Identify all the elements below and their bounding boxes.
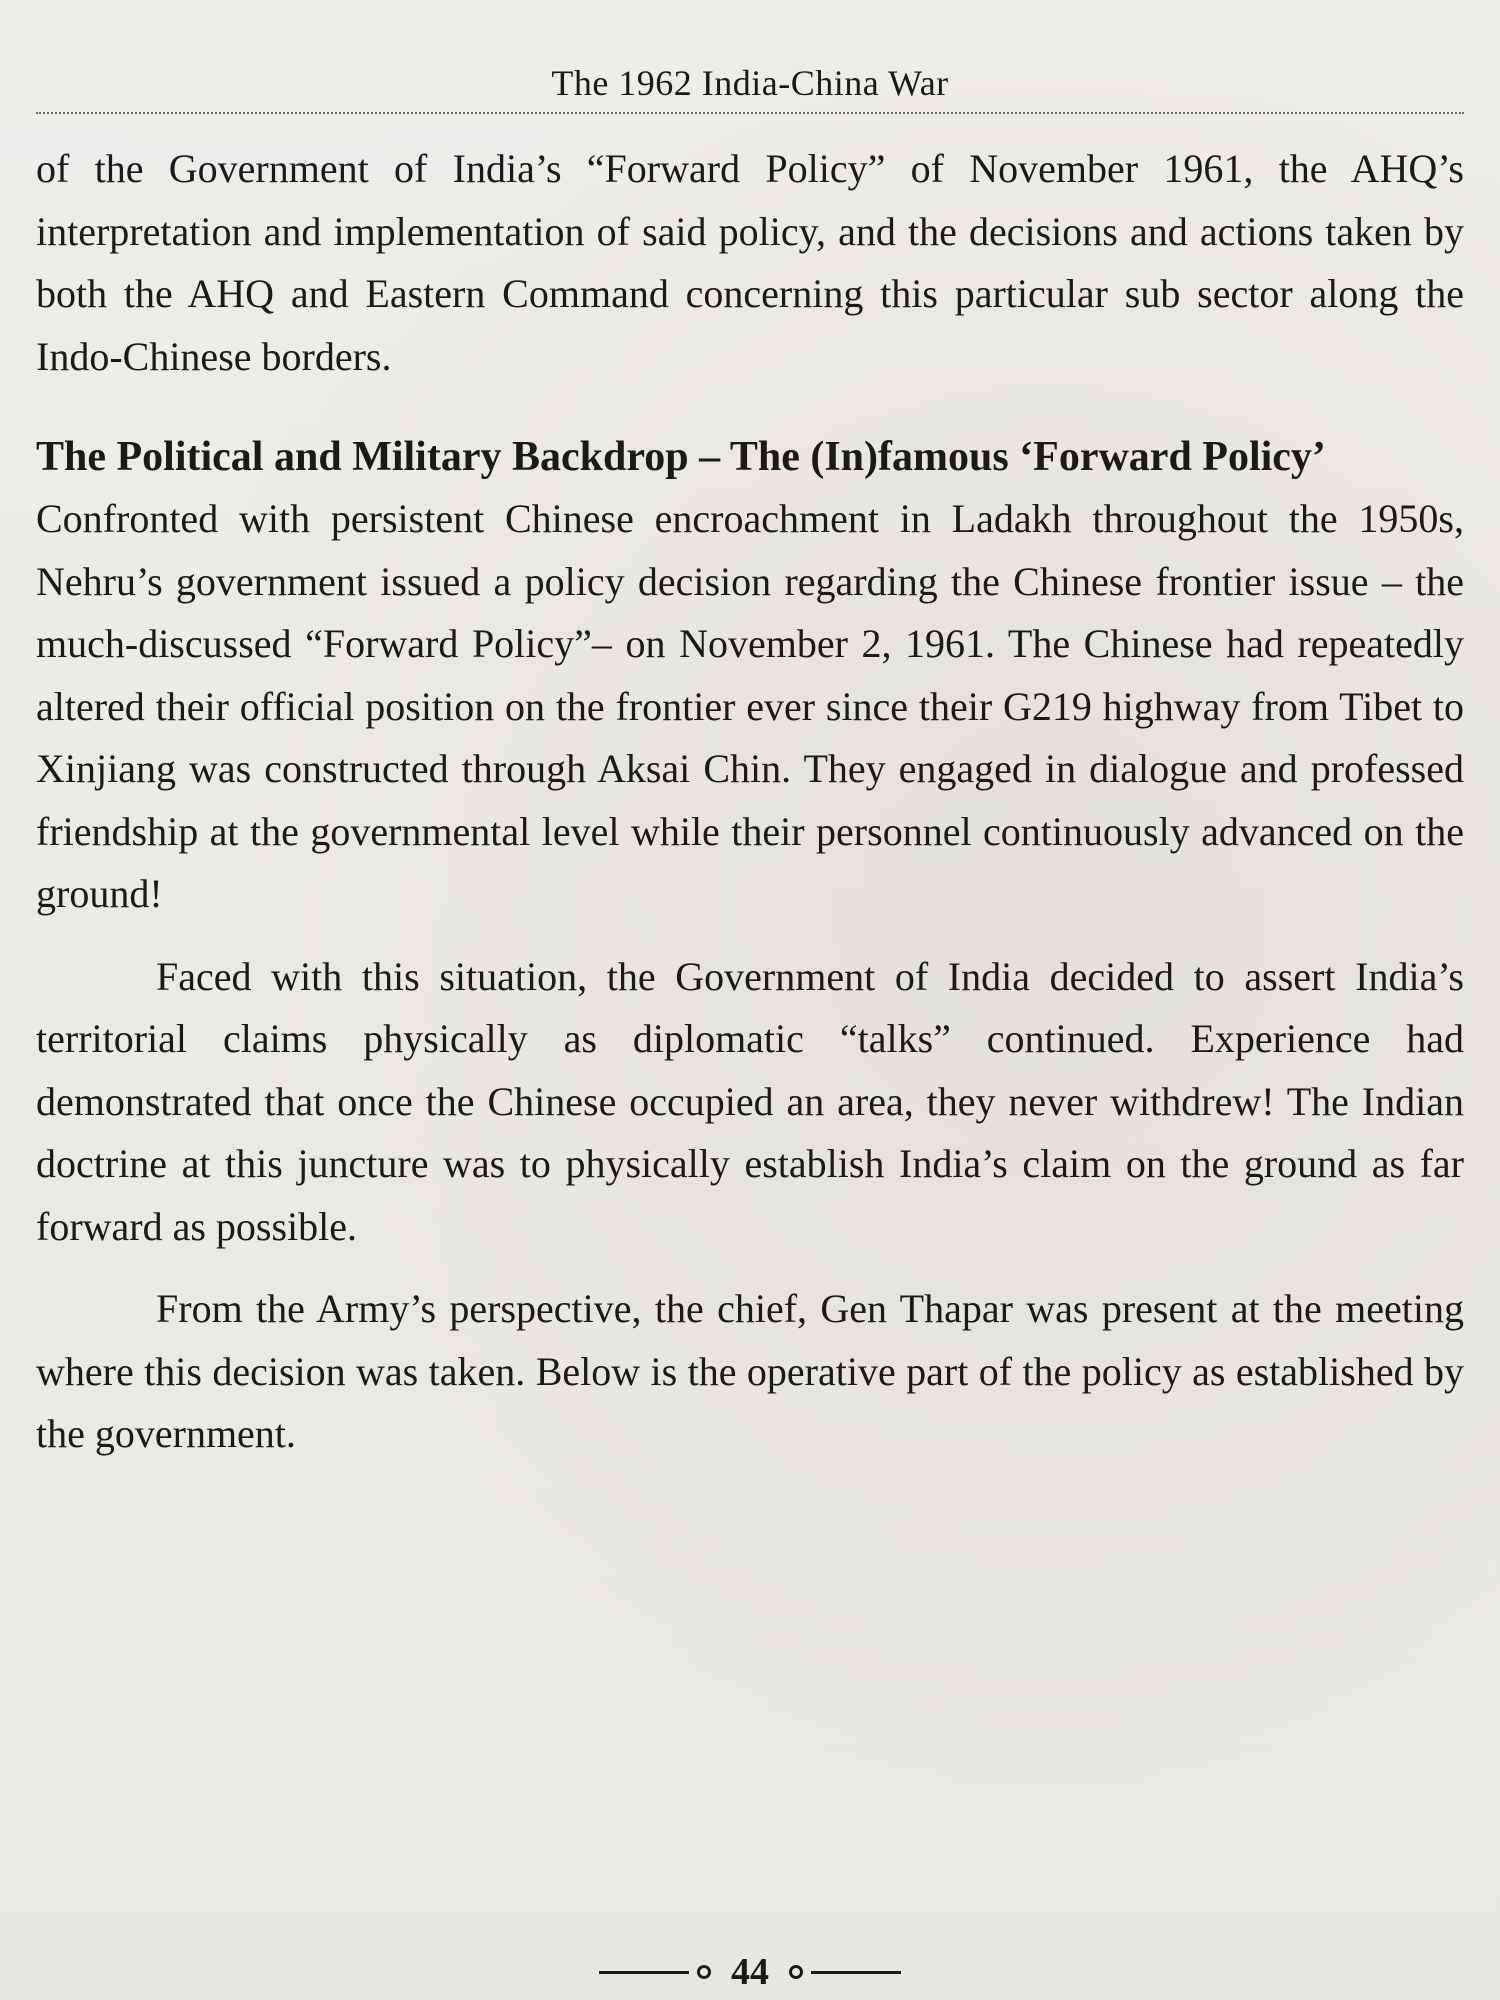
running-header: The 1962 India-China War <box>551 63 949 103</box>
footer-rule-left <box>599 1971 689 1974</box>
page-content <box>36 138 1464 1466</box>
header-rule <box>36 112 1464 114</box>
footer-rule-right <box>811 1971 901 1974</box>
page-number: 44 <box>731 1951 769 1993</box>
footer-ornament-ring <box>697 1965 711 1979</box>
intro-paragraph: of the Government of India’s “Forward Policy” of November 1961, the AHQ’s interpretation and implementation of said policy, and the decisions and actions taken by both the AHQ and Eastern Command concerning this particular sub sector along the Indo-Chinese borders. <box>36 146 1464 379</box>
footer-ornament-ring <box>789 1965 803 1979</box>
body-paragraph: Faced with this situation, the Government of India decided to assert India’s territorial claims physically as diplomatic “talks” continued. Experience had demonstrated that once the Chinese occupied an area, they never withdrew! The Indian doctrine at this juncture was to physically establish India’s claim on the ground as far forward as possible. <box>36 953 1464 1249</box>
body-paragraph: Confronted with persistent Chinese encroachment in Ladakh throughout the 1950s, Nehru’s government issued a policy decision regarding the Chinese frontier issue – the much-discussed “Forward Policy”– on November 2, 1961. The Chinese had repeatedly altered their official position on the frontier ever since their G219 highway from Tibet to Xinjiang was constructed through Aksai Chin. They engaged in dialogue and professed friendship at the governmental level while their personnel continuously advanced on the ground! <box>36 496 1464 916</box>
section-heading: The Political and Military Backdrop – The (In)famous ‘Forward Policy’ <box>36 434 1326 480</box>
page-footer <box>0 1950 1500 1994</box>
body-paragraph: From the Army’s perspective, the chief, Gen Thapar was present at the meeting where this decision was taken. Below is the operative part of the policy as established by the government. <box>36 1286 1464 1456</box>
